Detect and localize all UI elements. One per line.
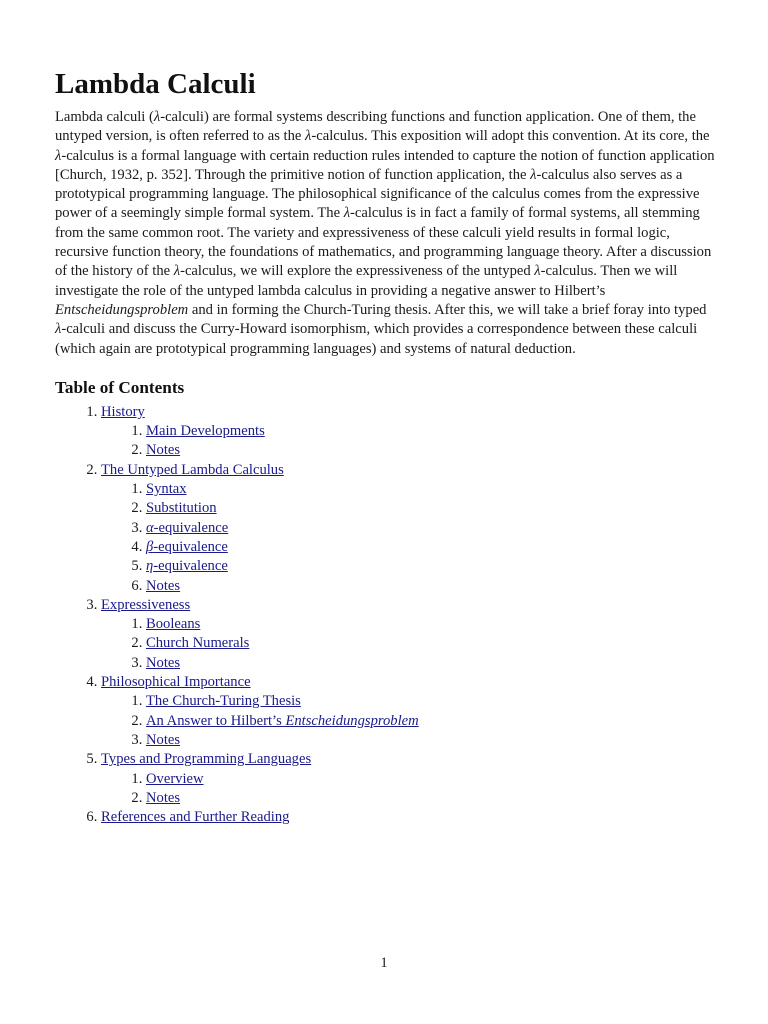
equivalence-label: -equivalence bbox=[153, 519, 229, 536]
intro-text: -calculus also serves as a prototypical programming language. The philosophical significance of the calculus comes from the expressive power of a seemingly simple formal system. The bbox=[55, 166, 700, 222]
lambda-symbol: λ bbox=[530, 166, 537, 183]
lambda-symbol: λ bbox=[55, 321, 62, 338]
document-page bbox=[55, 66, 715, 827]
beta-symbol: β bbox=[146, 538, 154, 555]
toc-item bbox=[101, 673, 715, 750]
intro-text: -calculus. This exposition will adopt this convention. At its core, the bbox=[311, 128, 710, 145]
toc-link-beta-equivalence[interactable] bbox=[146, 539, 228, 555]
toc-subitem bbox=[146, 634, 715, 653]
eta-symbol: η bbox=[146, 558, 154, 575]
toc-subitem bbox=[146, 422, 715, 441]
toc-subitem bbox=[146, 789, 715, 808]
toc-link-types-notes[interactable]: Notes bbox=[146, 789, 181, 806]
toc-link-main-developments[interactable]: Main Developments bbox=[146, 423, 265, 440]
toc-heading: Table of Contents bbox=[55, 377, 185, 397]
toc-link-philosophical-importance[interactable]: Philosophical Importance bbox=[101, 674, 251, 691]
toc-link-untyped-lambda-calculus[interactable]: The Untyped Lambda Calculus bbox=[101, 461, 284, 478]
lambda-symbol: λ bbox=[534, 263, 541, 280]
toc-link-expressiveness[interactable]: Expressiveness bbox=[101, 596, 191, 613]
intro-text: -calculi) are formal systems describing functions and function application. One of them, the untyped version, is often referred to as the bbox=[55, 109, 696, 145]
toc-link-booleans[interactable]: Booleans bbox=[146, 616, 201, 633]
toc-link-answer-to-hilbert[interactable] bbox=[146, 713, 419, 729]
equivalence-label: -equivalence bbox=[153, 558, 228, 575]
page-number: 1 bbox=[380, 955, 388, 971]
toc-subitem bbox=[146, 770, 715, 789]
toc-subitem bbox=[146, 441, 715, 460]
toc-link-eta-equivalence[interactable] bbox=[146, 558, 228, 574]
toc-subitem bbox=[146, 615, 715, 634]
toc-link-overview[interactable]: Overview bbox=[146, 770, 204, 787]
toc-subitem bbox=[146, 480, 715, 499]
toc-subitem bbox=[146, 712, 715, 731]
answer-label: An Answer to Hilbert’s bbox=[146, 712, 286, 729]
toc-link-types-programming-languages[interactable]: Types and Programming Languages bbox=[101, 751, 312, 768]
lambda-symbol: λ bbox=[305, 128, 312, 145]
lambda-symbol: λ bbox=[173, 263, 181, 280]
toc-link-substitution[interactable]: Substitution bbox=[146, 500, 217, 517]
answer-emphasis: Entscheidungsproblem bbox=[285, 712, 419, 729]
lambda-symbol: λ bbox=[55, 147, 62, 164]
intro-text: -calculus, we will explore the expressiveness of the untyped bbox=[180, 263, 535, 280]
toc-link-untyped-notes[interactable]: Notes bbox=[146, 577, 181, 594]
intro-emphasis: Entscheidungsproblem bbox=[55, 301, 189, 318]
toc-link-history-notes[interactable]: Notes bbox=[146, 442, 181, 459]
toc-link-church-numerals[interactable]: Church Numerals bbox=[146, 635, 250, 652]
intro-text: -calculus is a formal language with certain reduction rules intended to capture the notion of function application [Church, 1932, p. 352]. Through the primitive notion of function application, the bbox=[55, 147, 715, 183]
toc-subitem bbox=[146, 731, 715, 750]
toc-link-syntax[interactable]: Syntax bbox=[146, 481, 187, 498]
toc-item bbox=[101, 596, 715, 673]
toc-subitem bbox=[146, 557, 715, 576]
toc-link-alpha-equivalence[interactable] bbox=[146, 520, 228, 536]
toc-subitem bbox=[146, 538, 715, 557]
toc-subitem bbox=[146, 519, 715, 538]
intro-text: -calculus. Then we will investigate the role of the untyped lambda calculus in providing a negative answer to Hilbert’s bbox=[55, 263, 678, 299]
intro-text: Lambda calculi ( bbox=[55, 109, 154, 125]
toc-item bbox=[101, 808, 715, 827]
toc-subitem bbox=[146, 692, 715, 711]
equivalence-label: -equivalence bbox=[153, 538, 228, 555]
intro-text: -calculi and discuss the Curry-Howard isomorphism, which provides a correspondence between these calculi (which again are prototypical programming languages) and systems of natural deduction. bbox=[55, 321, 698, 357]
toc-item bbox=[101, 403, 715, 461]
intro-paragraph bbox=[55, 108, 715, 359]
toc-link-references[interactable]: References and Further Reading bbox=[101, 809, 290, 826]
intro-text: -calculus is in fact a family of formal systems, all stemming from the same common root. The variety and expressiveness of these calculi yield results in formal logic, recursive function theory, the foundations of mathematics, and programming language theory. After a discussion of the history of the bbox=[55, 205, 712, 280]
toc-item bbox=[101, 461, 715, 596]
intro-text: and in forming the Church-Turing thesis. After this, we will take a brief foray into typed bbox=[188, 301, 707, 318]
toc-link-history[interactable]: History bbox=[101, 403, 145, 420]
toc-subitem bbox=[146, 654, 715, 673]
toc-subitem bbox=[146, 499, 715, 518]
toc-item bbox=[101, 750, 715, 808]
toc-subitem bbox=[146, 577, 715, 596]
page-title: Lambda Calculi bbox=[55, 68, 256, 100]
alpha-symbol: α bbox=[146, 519, 154, 536]
toc-link-philosophical-notes[interactable]: Notes bbox=[146, 731, 181, 748]
table-of-contents bbox=[55, 403, 715, 828]
lambda-symbol: λ bbox=[153, 109, 161, 125]
lambda-symbol: λ bbox=[343, 205, 351, 222]
toc-link-church-turing-thesis[interactable]: The Church-Turing Thesis bbox=[146, 693, 301, 710]
toc-link-expressiveness-notes[interactable]: Notes bbox=[146, 654, 181, 671]
